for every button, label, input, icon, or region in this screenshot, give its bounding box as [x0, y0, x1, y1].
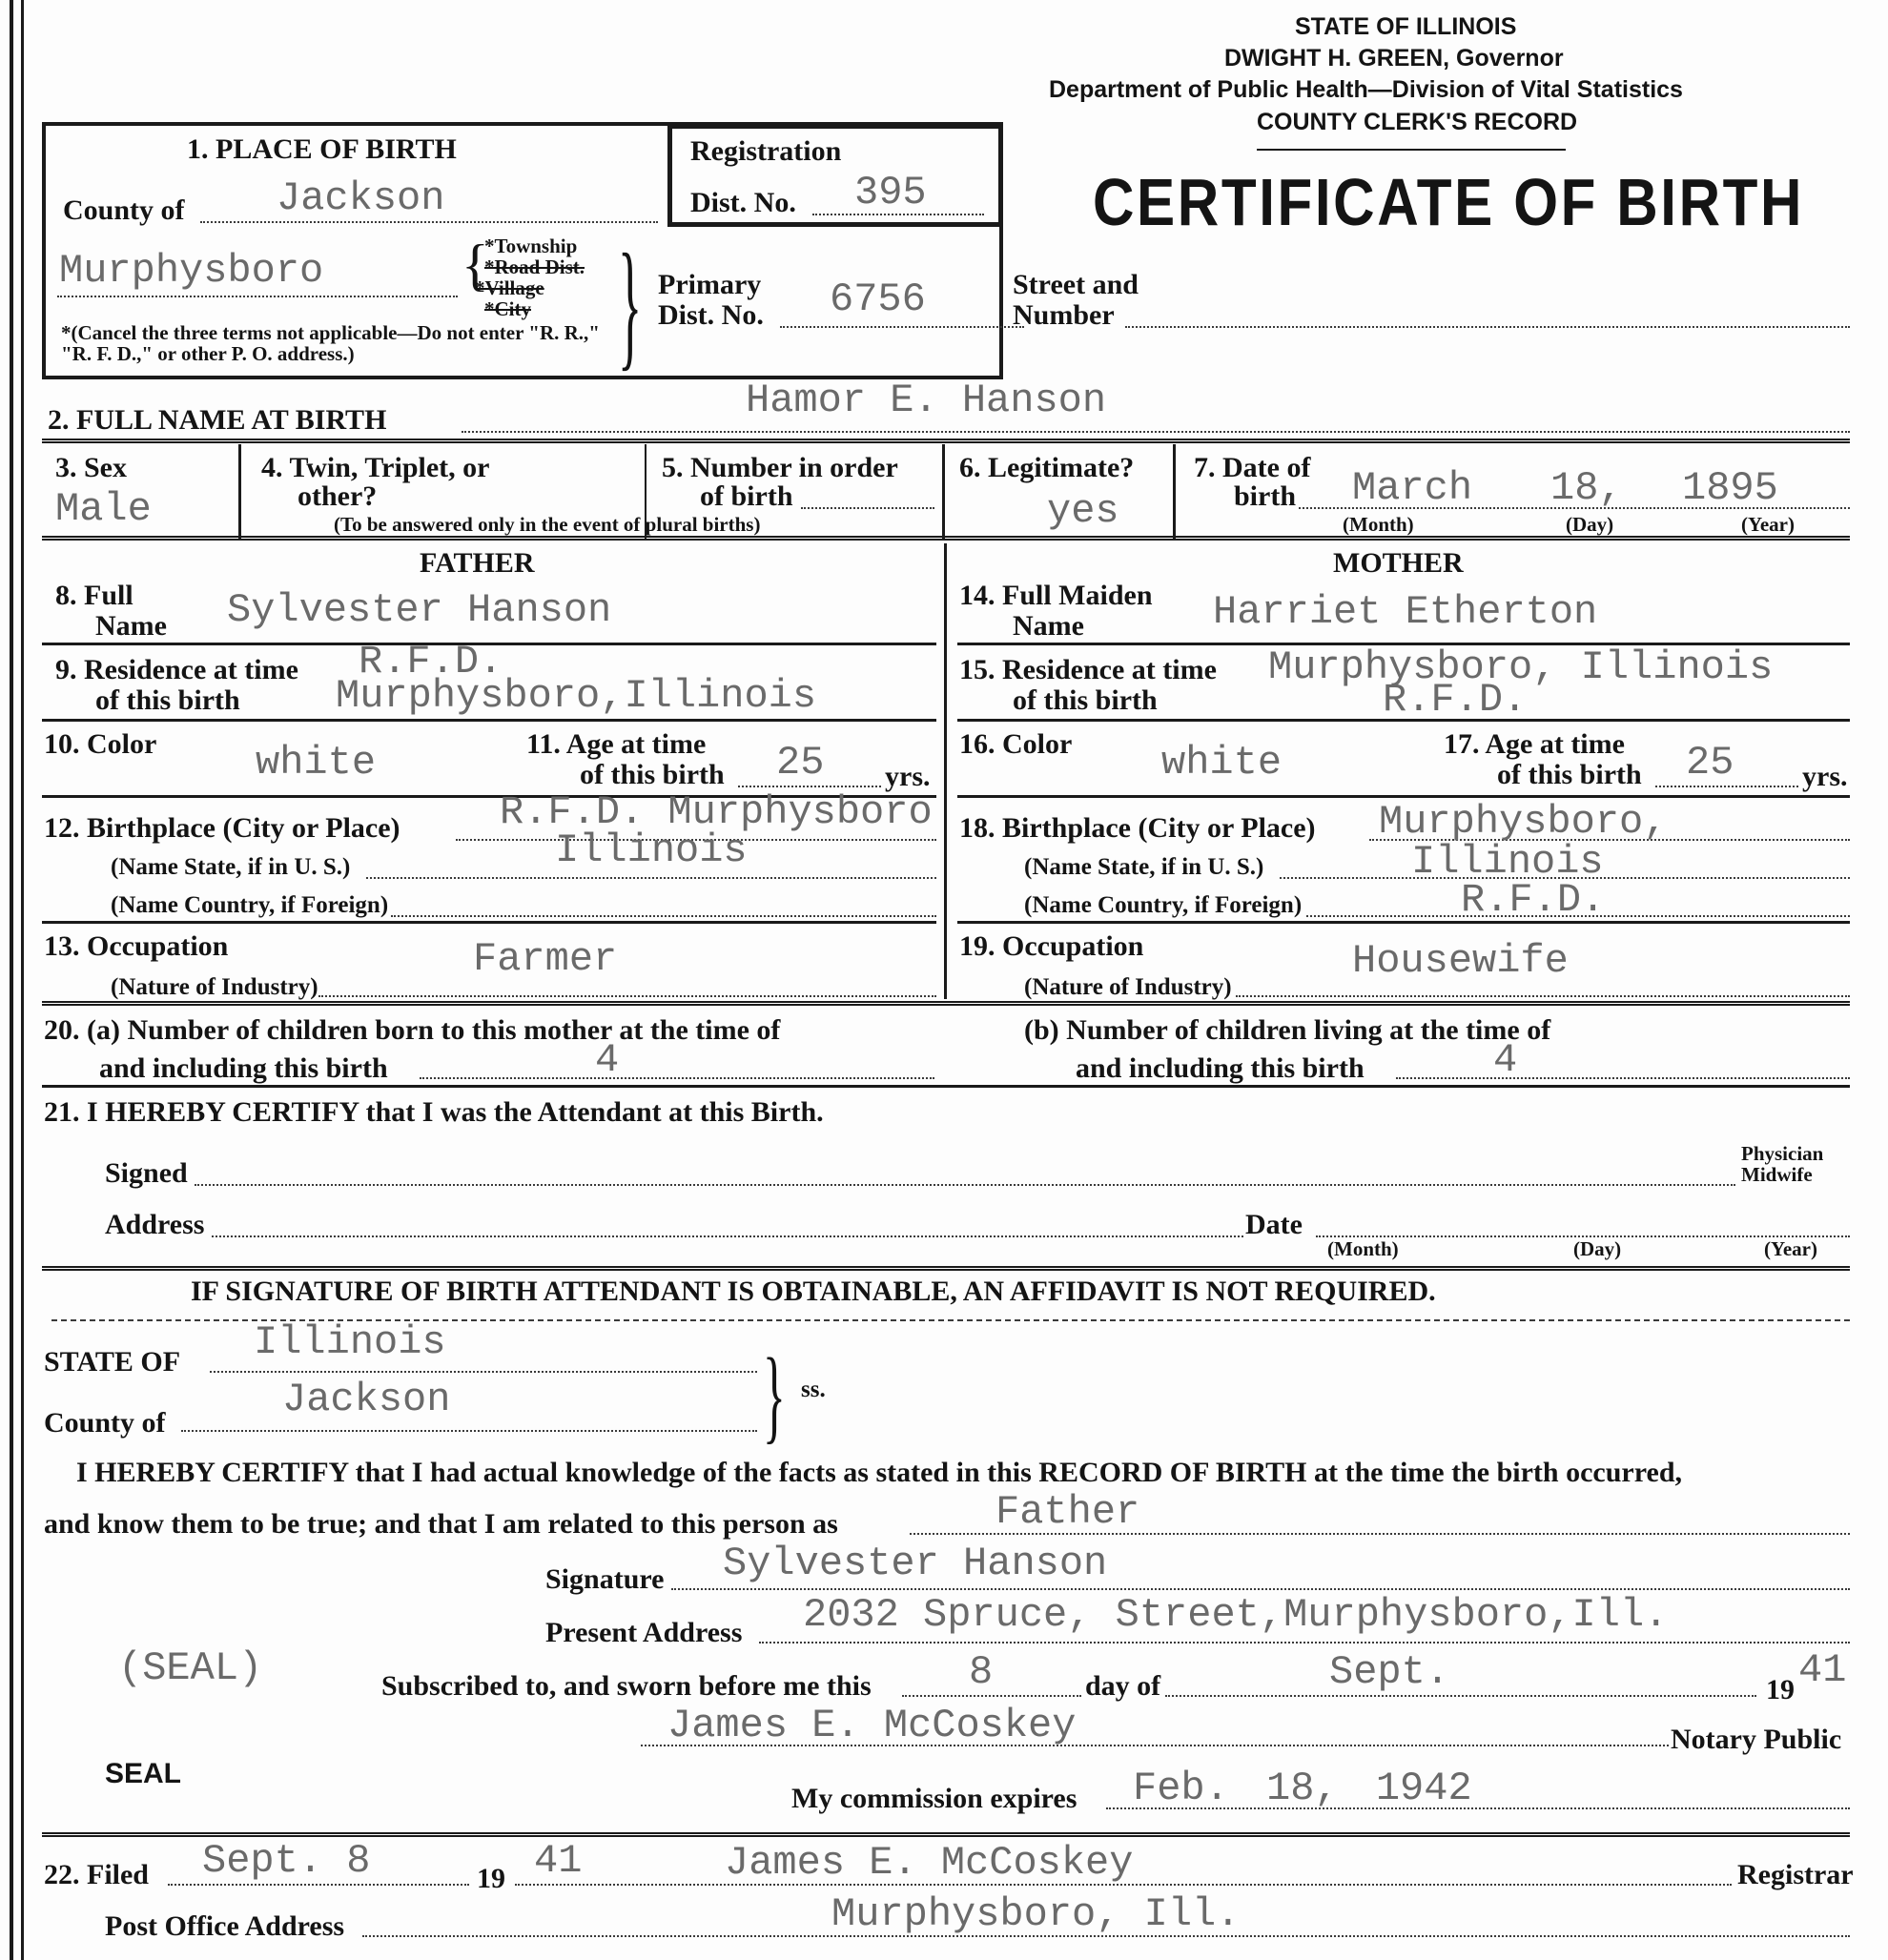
birth-order-label: 5. Number in order [662, 452, 898, 483]
row-rule [42, 1266, 1850, 1271]
father-age-line [738, 786, 881, 787]
notary-name-value: James E. McCoskey [667, 1703, 1077, 1748]
twin-label: 4. Twin, Triplet, or [261, 452, 490, 483]
father-birthplace-value-1: R.F.D. Murphysboro [500, 789, 933, 835]
commission-value: Feb. 18, 1942 [1133, 1766, 1472, 1811]
father-state-line [366, 877, 936, 879]
term-village: *Village [475, 276, 544, 299]
county-value: Jackson [277, 175, 445, 221]
mother-industry-label: (Nature of Industry) [1024, 974, 1232, 1000]
column-divider [942, 444, 945, 540]
row-rule [42, 921, 936, 924]
mother-age-label: 17. Age at time [1444, 728, 1625, 760]
birth-day-value: 18, [1550, 465, 1623, 511]
primary-dist-value: 6756 [830, 276, 926, 322]
mother-residence-value-1: Murphysboro, Illinois [1268, 644, 1774, 690]
primary-label: Primary [658, 269, 762, 300]
mother-state-label: (Name State, if in U. S.) [1024, 854, 1264, 880]
father-state-label: (Name State, if in U. S.) [111, 854, 351, 880]
post-office-label: Post Office Address [105, 1910, 345, 1942]
father-years-label: yrs. [885, 761, 931, 792]
twin-label-2: other? [298, 480, 378, 512]
attendant-day-caption: (Day) [1573, 1237, 1622, 1260]
column-divider [1173, 444, 1176, 540]
date-of-birth-label: 7. Date of [1194, 452, 1311, 483]
filed-year-value: 41 [534, 1838, 583, 1884]
day-of-label: day of [1085, 1670, 1161, 1702]
affidavit-county-line [181, 1430, 757, 1432]
attendant-date-label: Date [1245, 1209, 1303, 1240]
seal-label: SEAL [105, 1758, 182, 1789]
mother-age-line [1655, 786, 1798, 787]
county-label: County of [63, 194, 185, 226]
children-born-label: 20. (a) Number of children born to this mother at the time of [44, 1014, 781, 1046]
children-born-value: 4 [595, 1037, 620, 1083]
row-rule [957, 719, 1850, 722]
father-heading: FATHER [420, 547, 535, 579]
mother-age-label-2: of this birth [1497, 759, 1642, 790]
father-age-value: 25 [776, 740, 825, 786]
full-name-label: 2. FULL NAME AT BIRTH [48, 404, 387, 436]
sworn-year-prefix: 19 [1766, 1674, 1795, 1705]
father-name-label: 8. Full [55, 580, 133, 611]
signature-label: Signature [545, 1563, 665, 1595]
children-living-label-2: and including this birth [1076, 1052, 1365, 1084]
father-industry-label: (Nature of Industry) [111, 974, 318, 1000]
filed-label: 22. Filed [44, 1859, 149, 1890]
mother-color-value: white [1161, 740, 1283, 786]
document-title: CERTIFICATE OF BIRTH [1093, 165, 1805, 239]
affidavit-county-value: Jackson [282, 1377, 451, 1422]
sworn-month-value: Sept. [1329, 1649, 1450, 1695]
filed-date-value: Sept. 8 [202, 1838, 371, 1884]
sworn-label: Subscribed to, and sworn before me this [381, 1670, 872, 1702]
mother-residence-value-2: R.F.D. [1383, 677, 1528, 723]
city-value: Murphysboro [59, 248, 324, 294]
full-name-value: Hamor E. Hanson [746, 378, 1107, 423]
brace: { [462, 234, 489, 296]
record-type: COUNTY CLERK'S RECORD [1257, 109, 1578, 135]
year-caption: (Year) [1741, 513, 1795, 536]
cancel-note: *(Cancel the three terms not applicable—Do not enter "R. R.," "R. F. D.," or other P. O. address.) [61, 321, 600, 365]
attendant-address-label: Address [105, 1209, 205, 1240]
physician-label: Physician [1741, 1142, 1824, 1165]
present-address-value: 2032 Spruce, Street,Murphysboro,Ill. [803, 1592, 1669, 1638]
row-rule [42, 719, 936, 722]
plural-birth-note: (To be answered only in the event of plural births) [334, 513, 761, 536]
column-divider [238, 444, 241, 540]
relation-value: Father [995, 1489, 1140, 1535]
sworn-day-value: 8 [969, 1649, 994, 1695]
parents-divider [944, 543, 947, 999]
row-rule [42, 536, 1850, 541]
mother-residence-label-2: of this birth [1013, 684, 1158, 716]
mother-birthplace-label: 18. Birthplace (City or Place) [959, 812, 1316, 844]
father-name-value: Sylvester Hanson [227, 587, 612, 633]
present-address-label: Present Address [545, 1617, 743, 1648]
filed-year-prefix: 19 [477, 1863, 505, 1894]
father-name-label-2: Name [95, 610, 167, 642]
attendant-address-line [212, 1235, 1243, 1237]
sex-value: Male [55, 486, 152, 532]
father-occupation-value: Farmer [473, 936, 618, 982]
father-residence-label-2: of this birth [95, 684, 240, 716]
children-born-label-2: and including this birth [99, 1052, 388, 1084]
department-line: Department of Public Health—Division of Vital Statistics [1049, 76, 1683, 103]
mother-name-label-2: Name [1013, 610, 1084, 642]
commission-label: My commission expires [791, 1783, 1077, 1814]
mother-occupation-label: 19. Occupation [959, 930, 1144, 962]
sex-label: 3. Sex [55, 452, 127, 483]
registration-label: Registration [690, 135, 842, 167]
row-rule [42, 1832, 1850, 1837]
affidavit-state-value: Illinois [254, 1319, 446, 1365]
father-birthplace-label: 12. Birthplace (City or Place) [44, 812, 400, 844]
mother-residence-label: 15. Residence at time [959, 654, 1217, 685]
state-heading: STATE OF ILLINOIS [1295, 13, 1517, 40]
mother-name-value: Harriet Etherton [1213, 589, 1598, 635]
father-age-label: 11. Age at time [526, 728, 707, 760]
header-rule [1257, 149, 1566, 151]
ss-label: ss. [801, 1377, 826, 1402]
legitimate-label: 6. Legitimate? [959, 452, 1135, 483]
father-industry-line [318, 995, 936, 997]
mother-occupation-value: Housewife [1352, 938, 1569, 984]
street-line [1125, 326, 1850, 328]
sworn-day-line [902, 1695, 1081, 1697]
father-color-value: white [256, 740, 377, 786]
affidavit-certify-1: I HEREBY CERTIFY that I had actual knowledge of the facts as stated in this RECORD OF BIRTH at the time the birth occurred, [76, 1457, 1683, 1488]
father-country-line [391, 915, 936, 917]
signature-value: Sylvester Hanson [723, 1541, 1108, 1586]
mother-birthplace-value-3: R.F.D. [1461, 877, 1606, 923]
father-occupation-label: 13. Occupation [44, 930, 229, 962]
birth-year-value: 1895 [1682, 465, 1778, 511]
mother-country-label: (Name Country, if Foreign) [1024, 892, 1303, 918]
present-address-line [759, 1642, 1850, 1644]
affidavit-state-line [210, 1371, 757, 1373]
page-edge-line [10, 0, 13, 1960]
filed-date-line [168, 1884, 469, 1886]
father-country-label: (Name Country, if Foreign) [111, 892, 389, 918]
father-birthplace-value-2: Illinois [555, 827, 748, 873]
mother-birthplace-value-1: Murphysboro, [1379, 799, 1668, 845]
number-label: Number [1013, 299, 1115, 331]
primary-dist-label: Dist. No. [658, 299, 764, 331]
children-born-line [420, 1077, 934, 1079]
date-of-birth-label-2: birth [1234, 480, 1297, 512]
children-living-label: (b) Number of children living at the time of [1024, 1014, 1551, 1046]
midwife-label: Midwife [1741, 1163, 1813, 1186]
notary-public-label: Notary Public [1671, 1724, 1842, 1755]
affidavit-state-label: STATE OF [44, 1346, 181, 1378]
page-edge-line [21, 0, 24, 1960]
primary-dist-line [780, 326, 1024, 328]
children-living-line [1396, 1077, 1850, 1079]
full-name-line [462, 431, 1850, 433]
street-label: Street and [1013, 269, 1139, 300]
legitimate-value: yes [1047, 488, 1119, 534]
birth-order-label-2: of birth [700, 480, 793, 512]
typed-seal: (SEAL) [118, 1645, 263, 1691]
mother-age-value: 25 [1686, 740, 1734, 786]
day-caption: (Day) [1566, 513, 1614, 536]
affidavit-brace: } [763, 1337, 786, 1453]
signed-line [195, 1184, 1735, 1186]
post-office-value: Murphysboro, Ill. [831, 1891, 1241, 1937]
signed-label: Signed [105, 1157, 188, 1189]
father-residence-value-2: Murphysboro,Illinois [336, 673, 817, 719]
father-residence-label: 9. Residence at time [55, 654, 298, 685]
closing-brace: } [618, 225, 643, 383]
place-of-birth-label: 1. PLACE OF BIRTH [187, 133, 457, 165]
mother-color-label: 16. Color [959, 728, 1073, 760]
attendant-year-caption: (Year) [1764, 1237, 1817, 1260]
birth-month-value: March [1352, 465, 1473, 511]
attendant-month-caption: (Month) [1327, 1237, 1399, 1260]
mother-years-label: yrs. [1802, 761, 1848, 792]
city-line [57, 296, 458, 297]
attendant-certify: 21. I HEREBY CERTIFY that I was the Attendant at this Birth. [44, 1096, 824, 1128]
father-color-label: 10. Color [44, 728, 157, 760]
row-rule [957, 795, 1850, 798]
sworn-month-line [1165, 1695, 1756, 1697]
registrar-name-value: James E. McCoskey [725, 1840, 1134, 1886]
row-rule [957, 921, 1850, 924]
affidavit-county-label: County of [44, 1407, 166, 1439]
governor-line: DWIGHT H. GREEN, Governor [1224, 45, 1564, 71]
dist-no-value: 395 [854, 170, 927, 215]
term-city: *City [484, 297, 531, 320]
mother-name-label: 14. Full Maiden [959, 580, 1153, 611]
row-rule [42, 439, 1850, 443]
dist-no-label: Dist. No. [690, 187, 796, 218]
term-township: *Township [484, 235, 578, 257]
father-residence-value-1: R.F.D. [359, 639, 503, 684]
affidavit-notice: IF SIGNATURE OF BIRTH ATTENDANT IS OBTAINABLE, AN AFFIDAVIT IS NOT REQUIRED. [191, 1276, 1436, 1307]
signature-line [671, 1588, 1850, 1590]
birth-order-line [801, 507, 934, 509]
county-line [200, 221, 658, 223]
term-road-dist: *Road Dist. [484, 255, 585, 278]
row-rule [42, 1085, 1850, 1088]
row-rule [42, 1001, 1850, 1006]
mother-heading: MOTHER [1333, 547, 1464, 579]
sworn-year-value: 41 [1798, 1647, 1847, 1693]
registrar-label: Registrar [1737, 1859, 1854, 1890]
mother-birthplace-value-2: Illinois [1411, 839, 1604, 885]
month-caption: (Month) [1343, 513, 1414, 536]
children-living-value: 4 [1493, 1037, 1518, 1083]
affidavit-certify-2: and know them to be true; and that I am related to this person as [44, 1508, 838, 1540]
mother-industry-line [1236, 995, 1850, 997]
father-age-label-2: of this birth [580, 759, 725, 790]
